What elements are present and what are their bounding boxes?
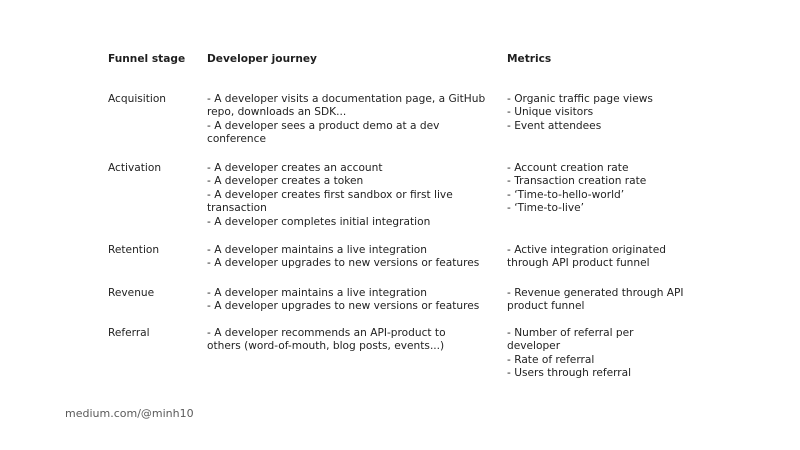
table-header-row (108, 53, 708, 93)
metrics-cell (507, 93, 699, 133)
metric-line: - ‘Time-to-hello-world’ (507, 188, 625, 201)
journey-line: - A developer maintains a live integration (207, 244, 427, 256)
metric-line: - Account creation rate (507, 162, 629, 174)
journey-line: - A developer visits a documentation page, a GitHub (207, 93, 486, 105)
stage-name: Acquisition (108, 93, 167, 105)
journey-cell (207, 244, 497, 271)
stage-name: Activation (108, 162, 162, 174)
metrics-cell (507, 287, 699, 314)
header-developer-journey: Developer journey (207, 53, 317, 65)
journey-line: conference (207, 133, 266, 146)
metric-line: developer (507, 340, 561, 353)
metric-line: - Event attendees (507, 119, 602, 132)
journey-line: - A developer upgrades to new versions or features (207, 257, 480, 270)
funnel-table (108, 53, 708, 387)
metrics-cell (507, 162, 699, 216)
header-funnel-stage: Funnel stage (108, 53, 186, 65)
metric-line: - Users through referral (507, 367, 632, 380)
metric-line: - Active integration originated (507, 244, 666, 256)
journey-line: - A developer creates first sandbox or first live (207, 188, 453, 201)
journey-cell (207, 93, 497, 147)
metric-line: - Revenue generated through API (507, 287, 684, 299)
journey-line: - A developer completes initial integration (207, 215, 431, 228)
metric-line: product funnel (507, 300, 585, 313)
journey-line: transaction (207, 202, 267, 215)
metric-line: through API product funnel (507, 257, 650, 270)
stage-name: Retention (108, 244, 160, 256)
journey-line: repo, downloads an SDK... (207, 106, 347, 119)
metric-line: - Rate of referral (507, 353, 595, 366)
stage-name: Referral (108, 327, 150, 339)
journey-line: - A developer upgrades to new versions or features (207, 300, 480, 313)
journey-cell (207, 287, 497, 314)
journey-line: - A developer maintains a live integration (207, 287, 427, 299)
metric-line: - ‘Time-to-live’ (507, 202, 585, 215)
journey-line: - A developer creates a token (207, 175, 364, 188)
metric-line: - Unique visitors (507, 106, 594, 119)
metrics-cell (507, 244, 699, 271)
journey-cell (207, 162, 497, 229)
table-row-activation (108, 162, 708, 244)
table-row-revenue (108, 287, 708, 327)
metric-line: - Transaction creation rate (507, 175, 647, 188)
metrics-cell (507, 327, 699, 381)
journey-cell (207, 327, 497, 354)
stage-name: Revenue (108, 287, 155, 299)
metric-line: - Organic traffic page views (507, 93, 653, 105)
journey-line: - A developer recommends an API-product to (207, 327, 446, 339)
header-metrics: Metrics (507, 53, 552, 65)
journey-line: - A developer sees a product demo at a dev (207, 119, 440, 132)
journey-line: - A developer creates an account (207, 162, 383, 174)
footer-credit: medium.com/@minh10 (65, 407, 194, 420)
journey-line: others (word-of-mouth, blog posts, events...) (207, 340, 445, 353)
table-row-referral (108, 327, 708, 387)
table-row-acquisition (108, 93, 708, 162)
metric-line: - Number of referral per (507, 327, 634, 339)
table-row-retention (108, 244, 708, 287)
